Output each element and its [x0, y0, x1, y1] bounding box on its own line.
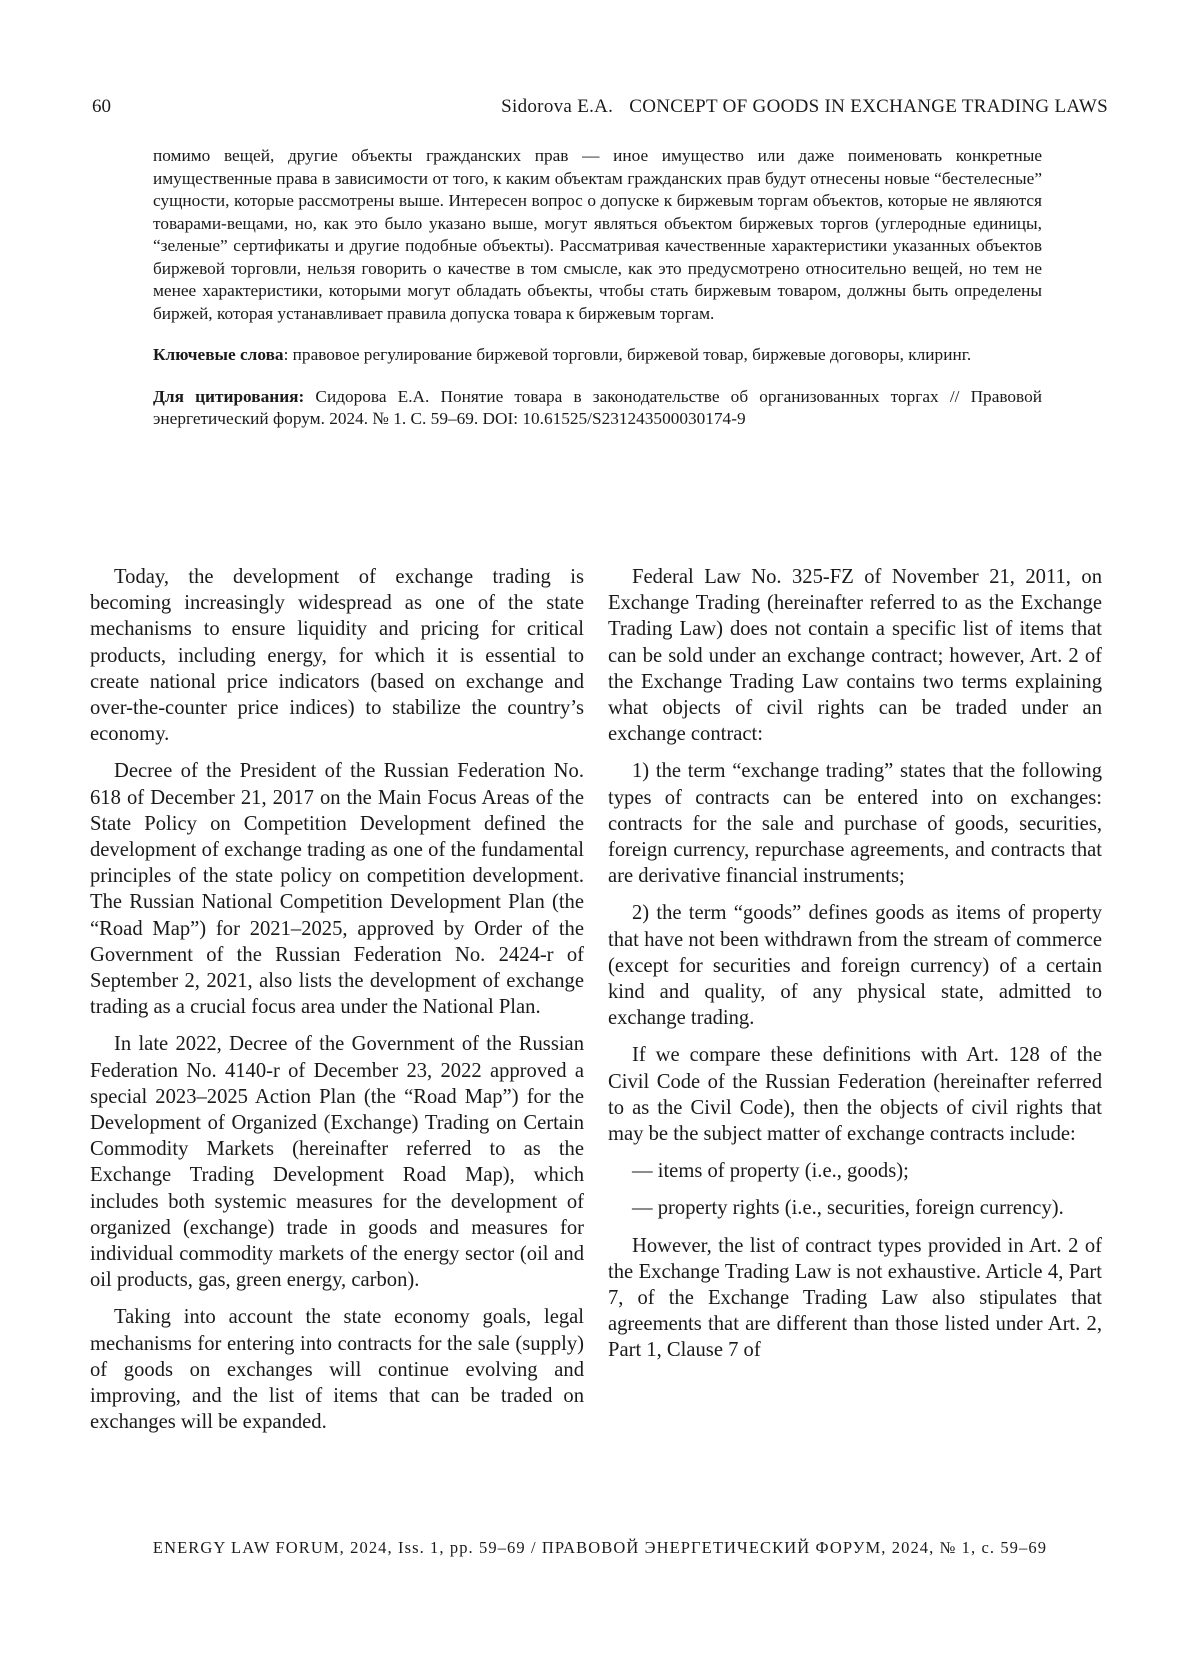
list-item: 2) the term “goods” defines goods as items of property that have not been withdrawn from the stream of commerce (except for securities and foreign currency) of a certain kind and quality, of any physical state, admitted to exchange trading. [608, 902, 1102, 1030]
paragraph: However, the list of contract types provided in Art. 2 of the Exchange Trading Law is not exhaustive. Article 4, Part 7, of the Exchange Trading Law also stipulates that agreements that are different than those listed under Art. 2, Part 1, Clause 7 of [608, 1234, 1102, 1362]
list-item: 1) the term “exchange trading” states that the following types of contracts can be entered into on exchanges: contracts for the sale and purchase of goods, securities, foreign currency, repurchase agreements, and contracts that are derivative financial instruments; [608, 760, 1102, 888]
paragraph: Taking into account the state economy goals, legal mechanisms for entering into contracts for the sale (supply) of goods on exchanges will continue evolving and improving, and the list of items that can be traded on exchanges will be expanded. [90, 1306, 584, 1434]
running-head [501, 96, 1108, 118]
left-column [90, 564, 584, 1447]
right-column [608, 564, 1102, 1375]
keywords [153, 344, 1042, 367]
list-item: — items of property (i.e., goods); [632, 1160, 909, 1183]
citation-label: Для цитирования: [153, 386, 305, 406]
keywords-label: Ключевые слова [153, 345, 284, 364]
paragraph: In late 2022, Decree of the Government of the Russian Federation No. 4140-r of December 23, 2022 approved a special 2023–2025 Action Plan (the “Road Map”) for the Development of Organized (Exchange) Trading on Certain Commodity Markets (hereinafter referred to as the Exchange Trading Development Road Map), which includes both systemic measures for the development of organized (exchange) trade in goods and measures for individual commodity markets of the energy sector (oil and oil products, gas, green energy, carbon). [90, 1033, 584, 1292]
abstract-text: помимо вещей, другие объекты гражданских прав — иное имущество или даже поименовать конкретные имущественные права в зависимости от того, к каким объектам гражданских прав будут отнесены новые “бестелесные” сущности, которые рассмотрены выше. Интересен вопрос о допуске к биржевым торгам объектов, которые не являются товарами-вещами, но, как это было указано выше, могут являться объектом биржевых торгов (углеродные единицы, “зеленые” сертификаты и другие подобные объекты). Рассматривая качественные характеристики указанных объектов биржевой торговли, нельзя говорить о качестве в том смысле, как это предусмотрено относительно вещей, но тем не менее характеристики, которыми могут обладать объекты, чтобы стать биржевым товаром, должны быть определены биржей, которая устанавливает правила допуска товара к биржевым торгам. [153, 146, 1042, 323]
paragraph: Federal Law No. 325-FZ of November 21, 2011, on Exchange Trading (hereinafter referred to as the Exchange Trading Law) does not contain a specific list of items that can be sold under an exchange contract; however, Art. 2 of the Exchange Trading Law contains two terms explaining what objects of civil rights can be traded under an exchange contract: [608, 566, 1102, 746]
article-body [90, 564, 1102, 1504]
abstract-block [153, 145, 1042, 431]
running-head-author: Sidorova E.A. [501, 96, 614, 117]
list-item: — property rights (i.e., securities, foreign currency). [632, 1197, 1064, 1220]
citation [153, 386, 1042, 431]
paragraph: Decree of the President of the Russian Federation No. 618 of December 21, 2017 on the Main Focus Areas of the State Policy on Competition Development defined the development of exchange trading as one of the fundamental principles of the state policy on competition development. The Russian National Competition Development Plan (the “Road Map”) for 2021–2025, approved by Order of the Government of the Russian Federation No. 2424-r of September 2, 2021, also lists the development of exchange trading as a crucial focus area under the National Plan. [90, 760, 584, 1019]
page-header [92, 96, 1108, 124]
running-head-title: CONCEPT OF GOODS IN EXCHANGE TRADING LAWS [629, 96, 1108, 117]
paragraph: If we compare these definitions with Art. 128 of the Civil Code of the Russian Federation (hereinafter referred to as the Civil Code), then the objects of civil rights that may be the subject matter of exchange contracts include: [608, 1044, 1102, 1146]
paragraph: Today, the development of exchange trading is becoming increasingly widespread as one of the state mechanisms to ensure liquidity and pricing for critical products, including energy, for which it is essential to create national price indicators (based on exchange and over-the-counter price indices) to stabilize the country’s economy. [90, 566, 584, 746]
page-footer: ENERGY LAW FORUM, 2024, Iss. 1, pp. 59–69 / ПРАВОВОЙ ЭНЕРГЕТИЧЕСКИЙ ФОРУМ, 2024, № 1, с. 59–69 [152, 1538, 1048, 1557]
citation-text: Сидорова Е.А. Понятие товара в законодательстве об организованных торгах // Правовой энергетический форум. 2024. № 1. С. 59–69. DOI: 10.61525/S231243500030174-9 [153, 386, 1042, 428]
page-number: 60 [92, 96, 111, 117]
keywords-text: : правовое регулирование биржевой торговли, биржевой товар, биржевые договоры, клиринг. [283, 345, 972, 364]
